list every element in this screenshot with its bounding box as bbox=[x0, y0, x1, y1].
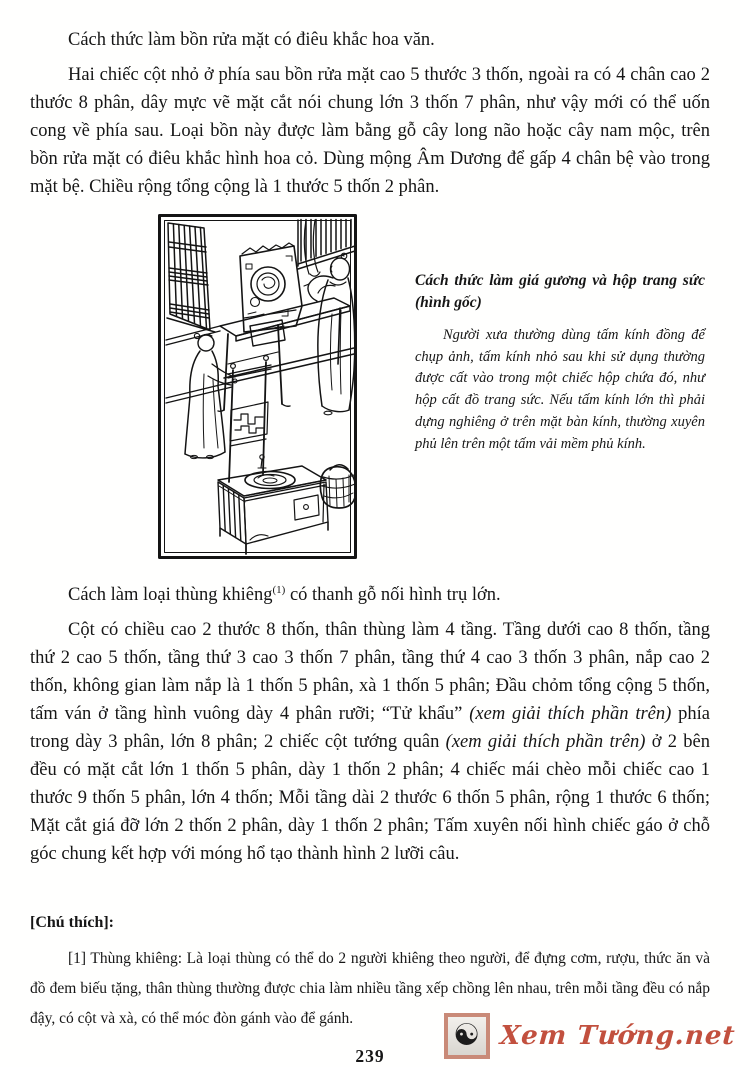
window-lattice-left bbox=[167, 223, 215, 332]
yin-yang-icon: ☯ bbox=[444, 1013, 490, 1059]
hand-rail bbox=[166, 382, 232, 403]
paragraph-1: Cách thức làm bồn rửa mặt có điêu khắc hoa văn. bbox=[68, 30, 435, 50]
watermark-logo bbox=[444, 1013, 735, 1059]
page-number: 239 bbox=[355, 1046, 385, 1066]
mirror-stand-box bbox=[240, 243, 302, 346]
footnote-item-1: [1] Thùng khiêng: Là loại thùng có thể do 2 người khiêng theo người, để đựng cơm, rượu, thức ăn và đồ đem biếu tặng, thân thùng thường được chia làm nhiều tầng xếp chồng lên nhau, trên mỗi tầng đều có nắp đậy, có cột và xà, có thể móc đòn gánh vào để gánh. bbox=[30, 950, 710, 1027]
paragraph-3-italic2: (xem giải thích phần trên) bbox=[445, 732, 646, 752]
heading-text-post: có thanh gỗ nối hình trụ lớn. bbox=[285, 585, 501, 605]
attendant-figure bbox=[304, 253, 355, 415]
paragraph-3-seg1: Cột có chiều cao 2 thước 8 thốn, thân thùng làm 4 tầng. Tầng dưới cao 8 thốn, tầng thứ 2 cao 5 thốn, tầng thứ 3 cao 3 thốn 7 phân, tầng thứ 4 cao 3 thốn 3 phân, nắp cao 2 thốn, không gian làm nắp là 1 thốn 5 phân, xà 1 thốn 5 phân; Đầu chỏm tổng cộng 5 thốn, tấm ván ở tầng hình vuông dày 4 phân rưỡi; “Tử khẩu” bbox=[30, 620, 710, 724]
basin-washstand bbox=[218, 466, 328, 554]
paragraph-heading-thung-khieng bbox=[30, 581, 710, 609]
paragraph-3-italic1: (xem giải thích phần trên) bbox=[469, 704, 672, 724]
heading-text-pre: Cách làm loại thùng khiêng bbox=[68, 585, 273, 605]
figure-caption-title: Cách thức làm giá gương và hộp trang sức (hình gốc) bbox=[415, 272, 705, 311]
paragraph-3-seg3: ở 2 bên đều có mặt cắt lớn 1 thốn 5 phân, dày 1 thốn 2 phân; 4 chiếc mái chèo mỗi chiếc cao 1 thước 9 thốn 5 phân, lớn 4 thốn; Mỗi tầng dài 2 thước 6 thốn 5 phân, rộng 1 thước 6 thốn; Mặt cắt giá đỡ lớn 2 thốn 2 phân, dày 1 thốn 2 phân; Tấm xuyên nối hình chiếc gáo ở chỗ góc chung kết hợp với móng hổ tạo thành hình 2 lưỡi câu. bbox=[30, 732, 710, 864]
watermark-text: Xem Tướng.net bbox=[498, 1021, 737, 1051]
footnote-reference-1: (1) bbox=[272, 583, 286, 596]
paragraph-3 bbox=[30, 616, 710, 868]
figure-caption bbox=[415, 214, 705, 455]
paragraph-3-seg2: phía trong dày 3 phân, lớn 8 phân; 2 chiếc cột tướng quân bbox=[30, 704, 710, 752]
woodcut-illustration bbox=[158, 214, 357, 559]
footnote-header: [Chú thích]: bbox=[30, 914, 115, 931]
figure-block bbox=[158, 214, 710, 559]
figure-caption-body: Người xưa thường dùng tấm kính đồng để chụp ảnh, tấm kính nhỏ sau khi sử dụng thường được cất vào trong một chiếc hộp chứa đó, như hộp cất đồ trang sức. Nếu tấm kính lớn thì phải dựng nghiêng ở trên mặt bàn kính, thường xuyên phủ lên trên một tấm vải mềm phủ kính. bbox=[415, 327, 705, 452]
paragraph-2: Hai chiếc cột nhỏ ở phía sau bồn rửa mặt cao 5 thước 3 thốn, ngoài ra có 4 chân cao 2 thước 8 phân, dây mực vẽ mặt cắt nói chung lớn 3 thốn 7 phân, như vậy mới có thể uốn cong về phía sau. Loại bồn này được làm bằng gỗ cây long não hoặc cây nam mộc, trên bồn rửa mặt có điêu khắc hình hoa cỏ. Dùng mộng Âm Dương để gấp 4 chân bệ vào trong mặt bệ. Chiều rộng tổng cộng là 1 thước 5 thốn 2 phân. bbox=[30, 65, 710, 197]
high-table bbox=[218, 298, 354, 411]
illustration-frame bbox=[160, 216, 356, 558]
